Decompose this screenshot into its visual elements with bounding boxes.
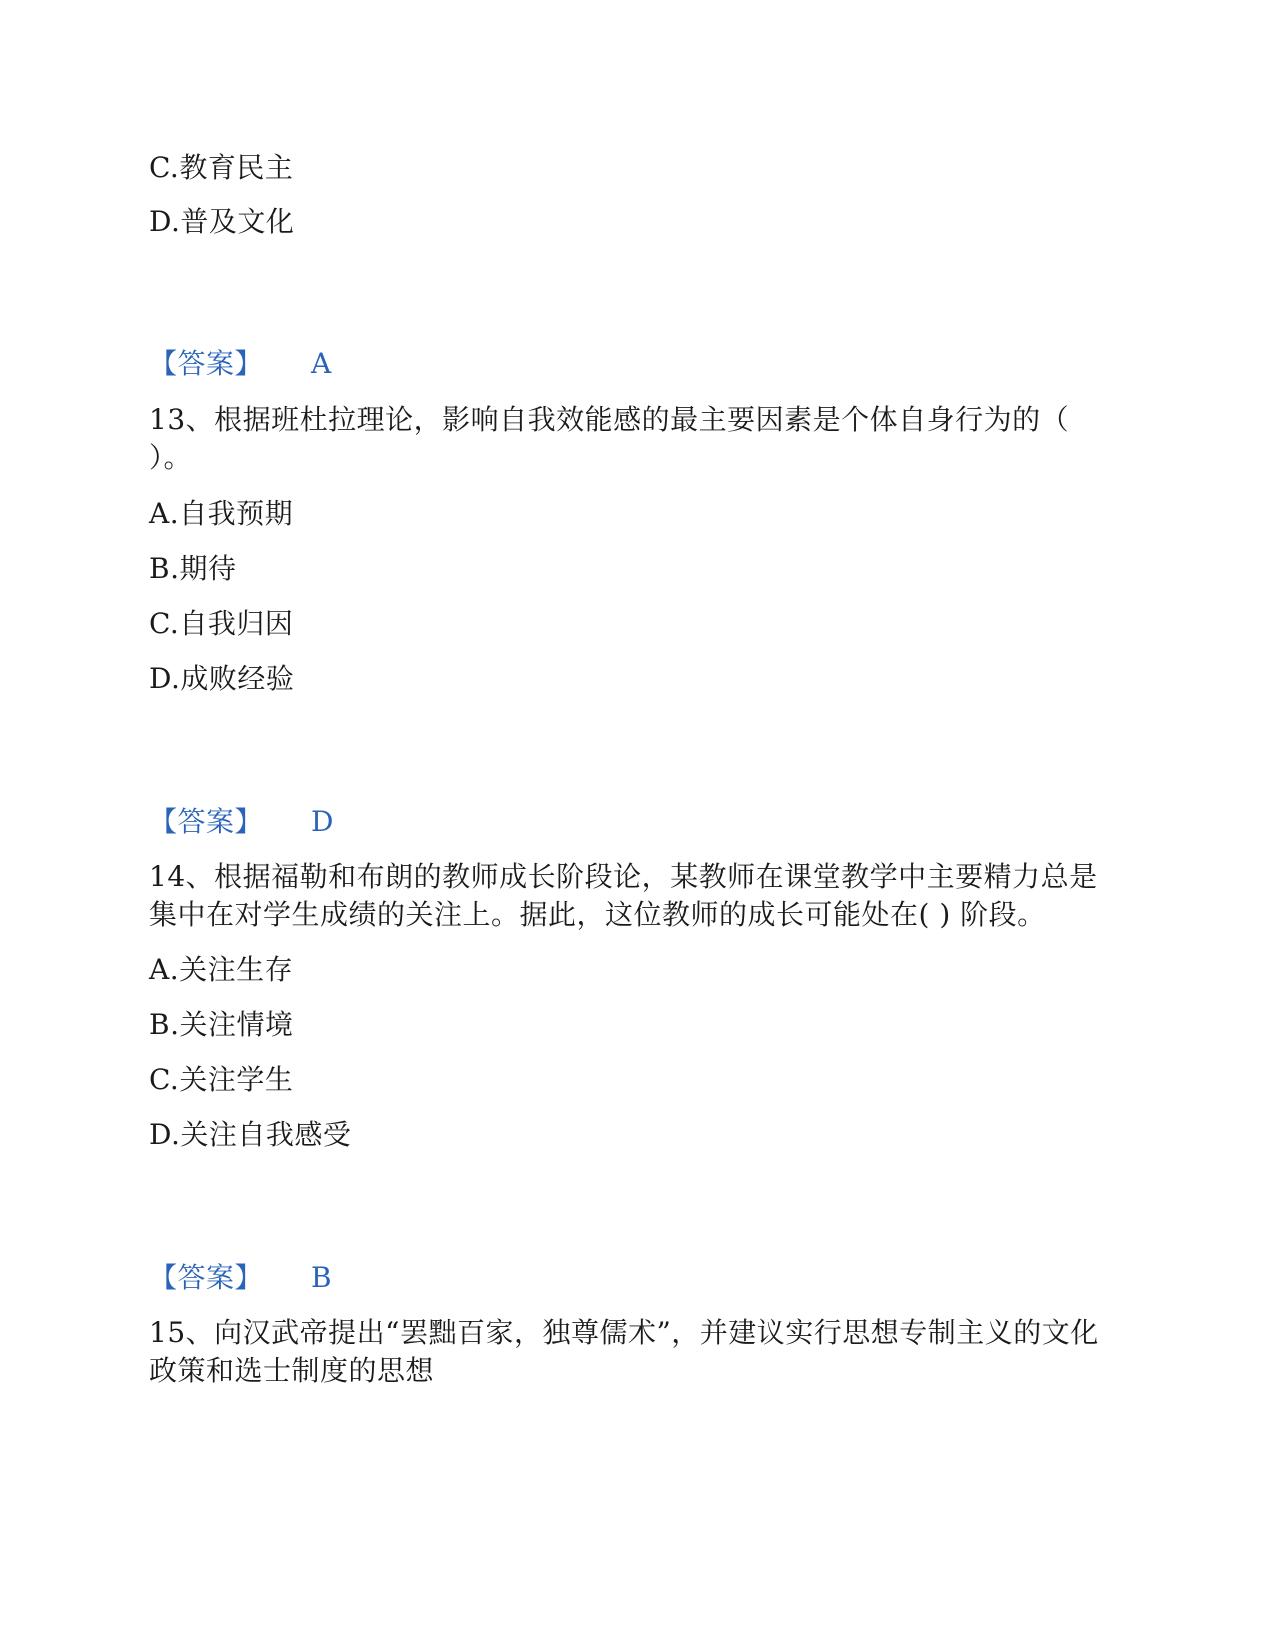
answer-label: 【答案】 <box>149 347 264 380</box>
q13-option-b: B.期待 <box>149 552 237 585</box>
answer-value: D <box>311 805 334 838</box>
q14-option-b: B.关注情境 <box>149 1008 294 1041</box>
answer-label: 【答案】 <box>149 1261 264 1294</box>
q13-answer <box>149 804 334 840</box>
prev-answer <box>149 346 332 382</box>
answer-value: B <box>311 1261 333 1294</box>
q13-option-a: A.自我预期 <box>149 497 294 530</box>
answer-value: A <box>311 347 332 380</box>
q14-option-a: A.关注生存 <box>149 953 294 986</box>
prev-option-c: C.教育民主 <box>149 151 294 184</box>
q13-stem-line1: 13、根据班杜拉理论，影响自我效能感的最主要因素是个体自身行为的（ <box>149 403 1070 436</box>
q14-answer <box>149 1260 332 1296</box>
q13-option-c: C.自我归因 <box>149 607 294 640</box>
q15-stem-line2: 政策和选士制度的思想 <box>149 1354 435 1387</box>
q13-stem-line2: ）。 <box>149 441 193 474</box>
answer-label: 【答案】 <box>149 805 264 838</box>
q14-stem-line1: 14、根据福勒和布朗的教师成长阶段论，某教师在课堂教学中主要精力总是 <box>149 860 1098 893</box>
q13-option-d: D.成败经验 <box>149 662 295 695</box>
prev-option-d: D.普及文化 <box>149 205 295 238</box>
q14-stem-line2: 集中在对学生成绩的关注上。据此，这位教师的成长可能处在( ) 阶段。 <box>149 898 1046 931</box>
q15-stem-line1: 15、向汉武帝提出“罢黜百家，独尊儒术”，并建议实行思想专制主义的文化 <box>149 1316 1099 1349</box>
q14-option-c: C.关注学生 <box>149 1063 294 1096</box>
q14-option-d: D.关注自我感受 <box>149 1118 352 1151</box>
